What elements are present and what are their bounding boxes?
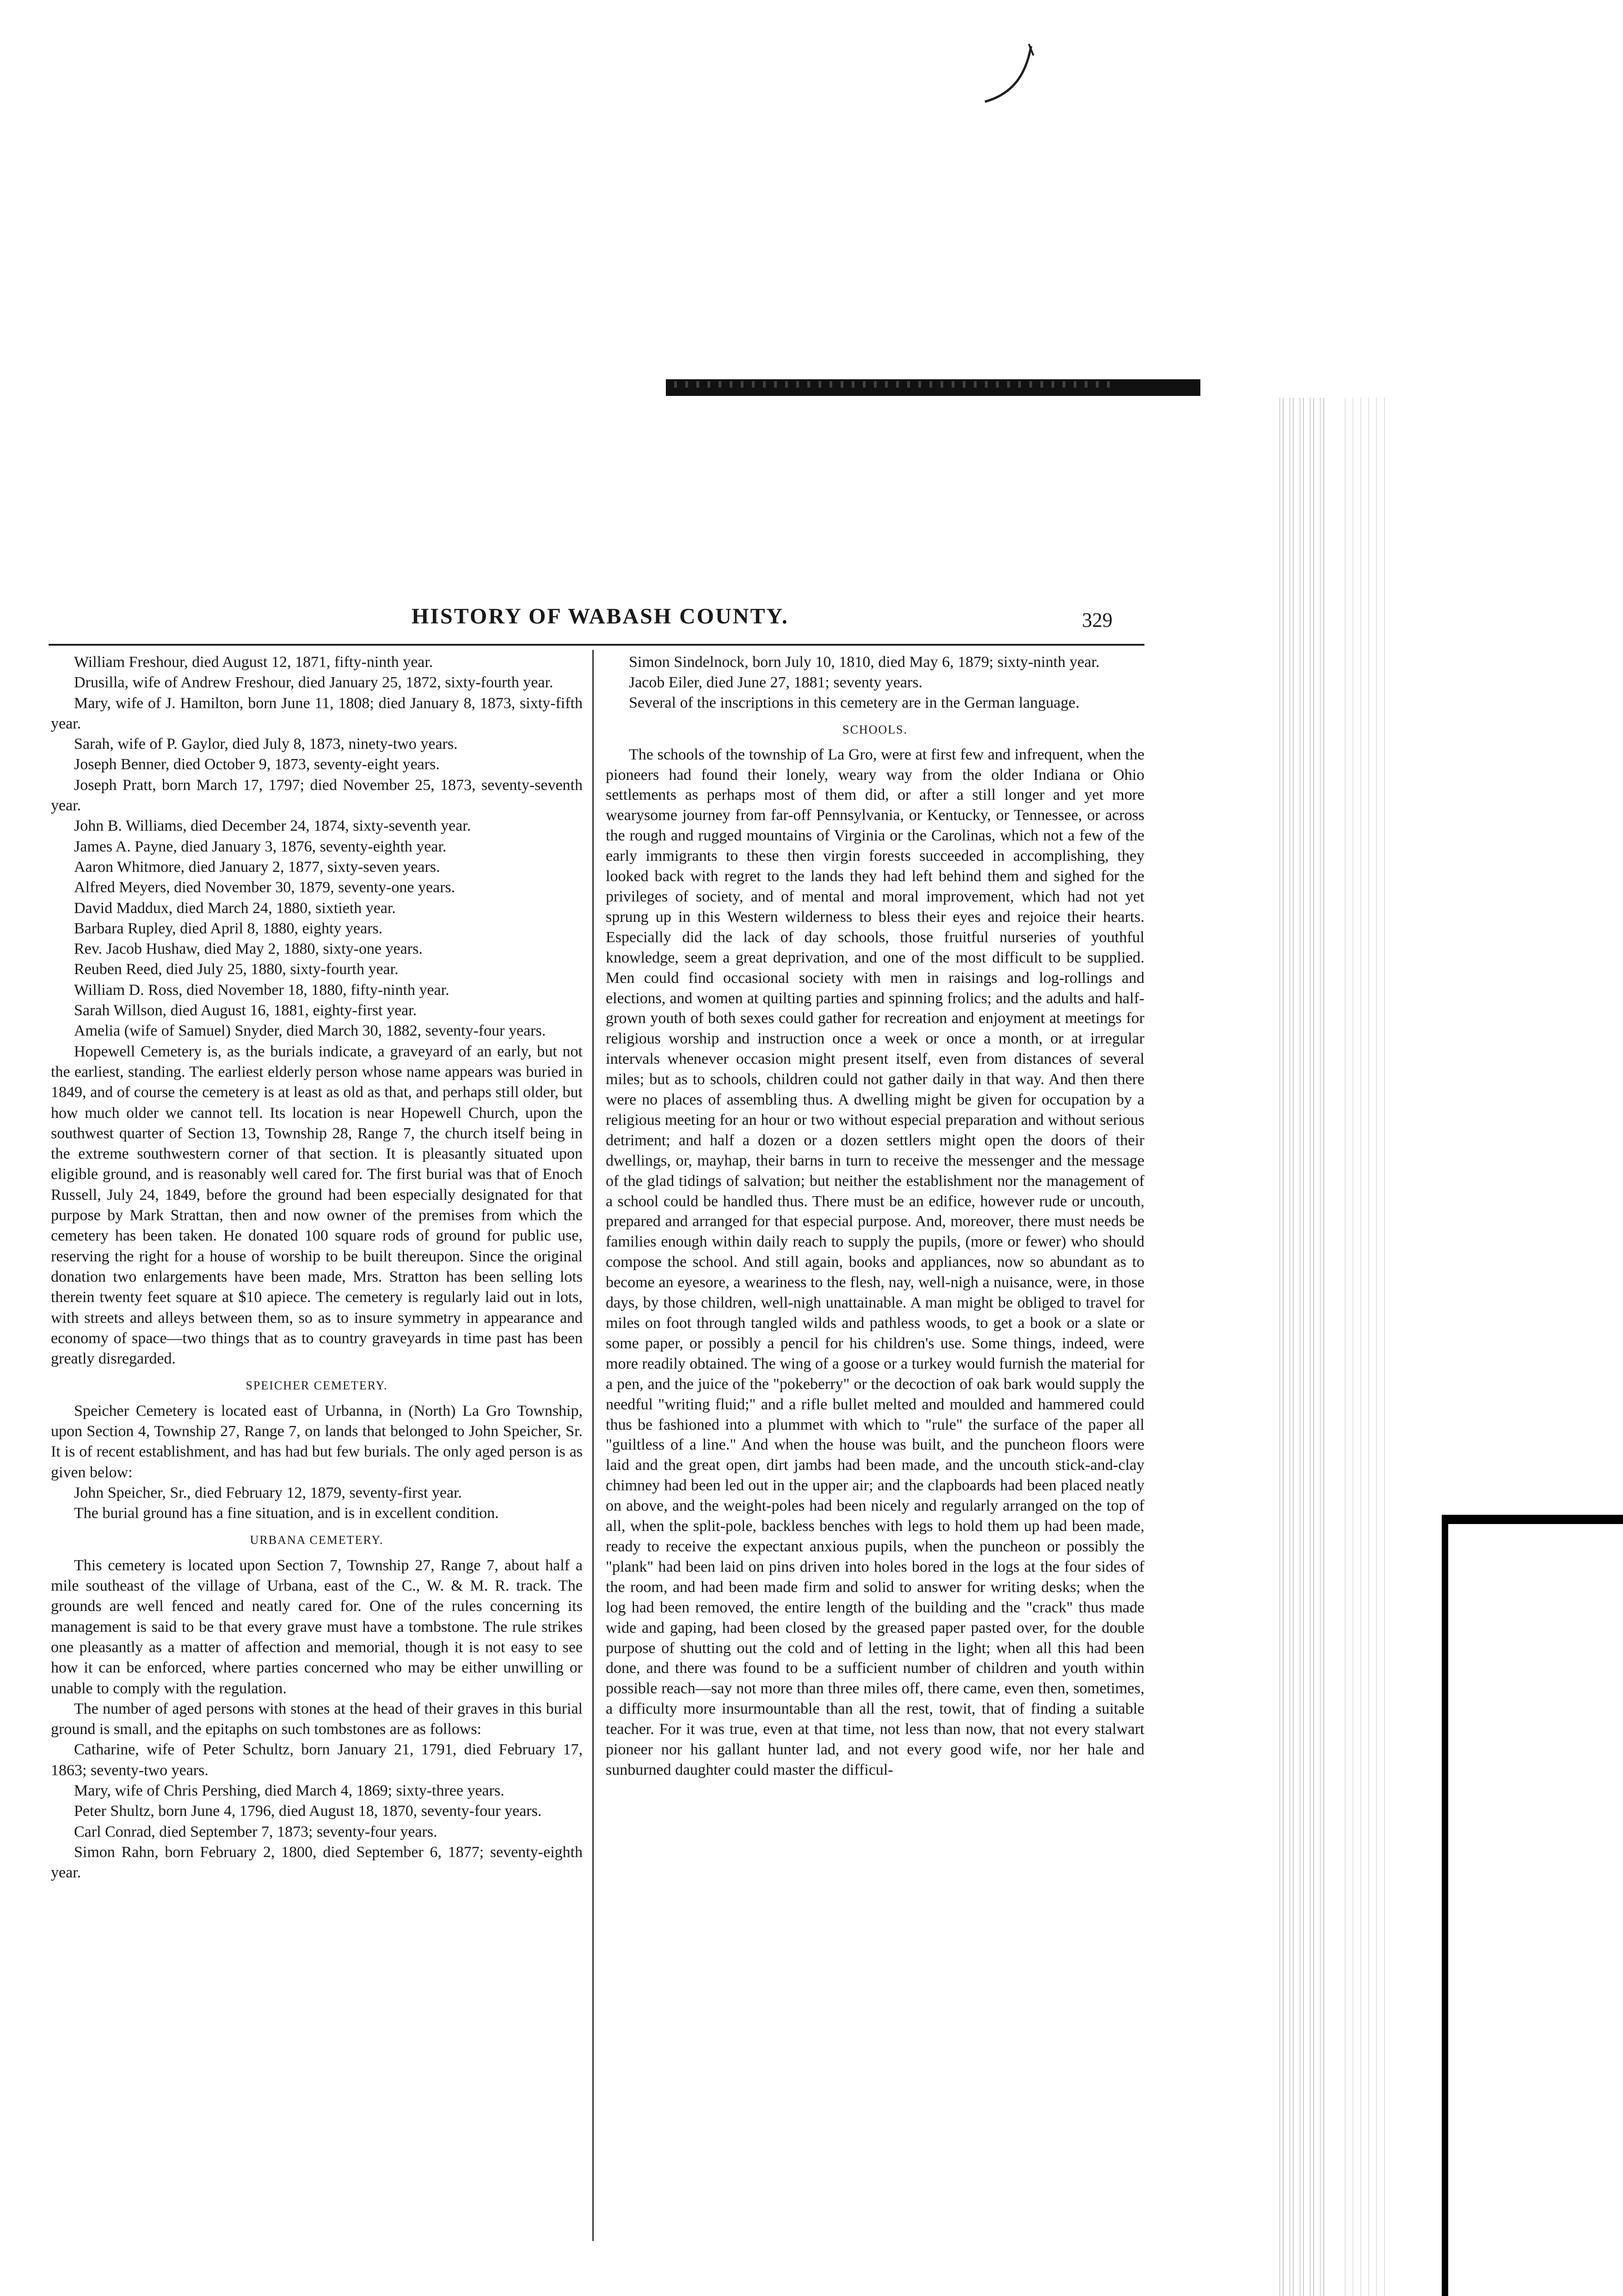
scan-noise-strip [1341, 398, 1392, 2296]
burial-entry: Peter Shultz, born June 4, 1796, died August 18, 1870, seventy-four years. [74, 1802, 542, 1820]
burial-entry: William Freshour, died August 12, 1871, fifty-ninth year. [74, 654, 433, 671]
burial-entry: Aaron Whitmore, died January 2, 1877, sixty-seven years. [74, 858, 440, 876]
schools-paragraph: The schools of the township of La Gro, were at first few and infrequent, when the pioneers had found their lonely, weary way from the older Indiana or Ohio settlements as perhaps most of them did, or after a still longer and yet more wearysome journey from far-off Pennsylvania, or Kentucky, or Tennessee, or across the rough and rugged mountains of Virginia or the Carolinas, which not a few of the early immigrants to these then virgin forests succeeded in accomplishing, they looked back with regret to the lands they had left behind them and sighed for the privileges of society, and of mental and moral improvement, which had not yet sprung up in this Western wilderness to bless their eyes and rejoice their hearts. Especially did the lack of day schools, those fruitful nurseries of youthful knowledge, seem a great deprivation, and one of the most difficult to be supplied. Men could find occasional society with men in raisings and log-rollings and elections, and women at quilting parties and spinning frolics; and the adults and half-grown youth of both sexes could gather for recreation and enjoyment at meetings for religious worship and instruction once a week or once a month, or at irregular intervals whenever occasion might present itself, even from distances of several miles; but as to schools, children could not gather daily in that way. And then there were no places of assembling thus. A dwelling might be given for occupation by a religious meeting for an hour or two without especial preparation and without serious detriment; and half a dozen or a dozen settlers might open the doors of their dwellings, or, mayhap, their barns in turn to receive the messenger and the message of the glad tidings of salvation; but neither the establishment nor the management of a school could be handled thus. There must be an edifice, however rude or uncouth, prepared and arranged for that especial purpose. And, moreover, there must needs be families enough within daily reach to supply the pupils, (more or fewer) who should compose the school. And still again, books and appliances, now so abundant as to become an eyesore, a weariness to the flesh, nay, well-nigh a nuisance, were, in those days, by those children, well-nigh unattainable. A man might be obliged to travel for miles on foot through tangled wilds and pathless woods, to get a book or a slate or some paper, or possibly a pencil for his children's use. Some things, indeed, were more readily obtained. The wing of a goose or a turkey would furnish the material for a pen, and the juice of the "pokeberry" or the decoction of oak bark would supply the needful "writing fluid;" and a rifle bullet melted and moulded and hammered could thus be fashioned into a plummet with which to "rule" the surface of the paper all "guiltless of a line." And when the house was built, and the puncheon floors were laid and the great open, dirt jambs had been made, and the uncouth stick-and-clay chimney had been led out in the upper air; and the clapboards had been placed neatly on above, and the weight-poles had been nicely and regularly arranged on the top of all, when the split-pole, backless benches with legs to hold them up had been made, ready to receive the expectant anxious pupils, when the puncheon or possibly the "plank" had been laid on pins driven into holes bored in the logs at the four sides of the room, and had been made firm and solid to answer for writing desks; when the log had been removed, the entire length of the building and the "crack" thus made wide and gaping, had been closed by the greased paper pasted over, for the double purpose of shutting out the cold and of letting in the light; when all this had been done, and there was found to be a sufficient number of children and youth within possible reach—say not more than three miles off, there came, even then, sometimes, a difficulty more insurmountable than all the rest, towit, that of finding a suitable teacher. For it was true, even at that time, not less than now, that not every stalwart pioneer nor his gallant hunter lad, and not every good wife, nor her hale and sunburned daughter could master the difficul- [606, 746, 1144, 1778]
burial-list [51, 652, 583, 1042]
burial-list [51, 1740, 583, 1883]
right-column [606, 652, 1144, 1780]
burial-entry: Simon Sindelnock, born July 10, 1810, died May 6, 1879; sixty-ninth year. [629, 654, 1100, 671]
burial-entry: Mary, wife of J. Hamilton, born June 11, 1808; died January 8, 1873, sixty-fifth year. [51, 694, 583, 732]
scan-noise-strip [1276, 398, 1327, 2296]
burial-entry: Reuben Reed, died July 25, 1880, sixty-fourth year. [74, 961, 399, 978]
burial-entry: James A. Payne, died January 3, 1876, seventy-eighth year. [74, 838, 447, 855]
burial-entry: David Maddux, died March 24, 1880, sixtieth year. [74, 899, 396, 917]
burial-entry: Sarah, wife of P. Gaylor, died July 8, 1873, ninety-two years. [74, 735, 458, 753]
hopewell-paragraph: Hopewell Cemetery is, as the burials indicate, a graveyard of an early, but not the earliest, standing. The earliest elderly person whose name appears was buried in 1849, and of course the cemetery is at least as old as that, and perhaps still older, but how much older we cannot tell. Its location is near Hopewell Church, upon the southwest quarter of Section 13, Township 28, Range 7, the church itself being in the extreme southwestern corner of that section. It is pleasantly situated upon eligible ground, and is reasonably well cared for. The first burial was that of Enoch Russell, July 24, 1849, before the ground had been especially designated for that purpose by Mark Strattan, then and now owner of the premises from which the cemetery has been taken. He donated 100 square rods of ground for public use, reserving the right for a house of worship to be built thereupon. Since the original donation two enlargements have been made, Mrs. Stratton has been selling lots therein twenty feet square at $10 apiece. The cemetery is regularly laid out in lots, with streets and alleys between them, so as to insure symmetry in appearance and economy of space—two things that as to country graveyards in time past has been greatly disregarded. [51, 1043, 583, 1368]
section-heading-urbana: URBANA CEMETERY. [250, 1533, 384, 1547]
burial-entry: Jacob Eiler, died June 27, 1881; seventy years. [629, 673, 923, 691]
burial-entry: Simon Rahn, born February 2, 1800, died September 6, 1877; seventy-eighth year. [51, 1843, 583, 1882]
urbana-paragraph: This cemetery is located upon Section 7, Township 27, Range 7, about half a mile southeast of the village of Urbana, east of the C., W. & M. R. track. The grounds are well fenced and neatly cared for. One of the rules concerning its management is said to be that every grave must have a tombstone. The rule strikes one pleasantly as a matter of affection and memorial, though it is not easy to see how it can be enforced, where parties concerned who may be either unwilling or unable to comply with the regulation. [51, 1556, 583, 1697]
section-heading-schools: SCHOOLS. [842, 722, 908, 736]
burial-entry: Amelia (wife of Samuel) Snyder, died March 30, 1882, seventy-four years. [74, 1022, 546, 1040]
burial-entry: William D. Ross, died November 18, 1880, fifty-ninth year. [74, 981, 449, 999]
burial-entry: John Speicher, Sr., died February 12, 1879, seventy-first year. [74, 1484, 462, 1501]
burial-entry: Joseph Pratt, born March 17, 1797; died November 25, 1873, seventy-seventh year. [51, 776, 583, 815]
scan-edge-bracket [1442, 1515, 1448, 2296]
urbana-paragraph: The number of aged persons with stones at the head of their graves in this burial ground is small, and the epitaphs on such tombstones are as follows: [51, 1700, 583, 1738]
pen-mark [980, 42, 1036, 111]
running-head: HISTORY OF WABASH COUNTY. [412, 604, 789, 629]
scan-edge-bracket [1442, 1515, 1623, 1524]
burial-entry: John B. Williams, died December 24, 1874, sixty-seventh year. [74, 817, 471, 835]
burial-entry: Rev. Jacob Hushaw, died May 2, 1880, sixty-one years. [74, 940, 423, 958]
burial-entry: Alfred Meyers, died November 30, 1879, seventy-one years. [74, 879, 455, 896]
burial-entry: Joseph Benner, died October 9, 1873, seventy-eight years. [74, 756, 440, 773]
speicher-paragraph: Speicher Cemetery is located east of Urbanna, in (North) La Gro Township, upon Section 4, Township 27, Range 7, on lands that belonged to John Speicher, Sr. It is of recent establishment, and has had but few burials. The only aged person is as given below: [51, 1402, 583, 1481]
burial-entry: Catharine, wife of Peter Schultz, born January 21, 1791, died February 17, 1863; seventy-two years. [51, 1741, 583, 1779]
left-column [51, 652, 583, 1883]
section-heading-speicher: SPEICHER CEMETERY. [246, 1379, 388, 1393]
column-rule [592, 650, 594, 2241]
german-note: Several of the inscriptions in this cemetery are in the German language. [629, 694, 1080, 711]
page-number: 329 [1082, 609, 1113, 631]
burial-entry: Carl Conrad, died September 7, 1873; seventy-four years. [74, 1823, 437, 1840]
burial-entry: Sarah Willson, died August 16, 1881, eighty-first year. [74, 1002, 417, 1019]
header-rule [49, 644, 1144, 646]
burial-entry: Drusilla, wife of Andrew Freshour, died January 25, 1872, sixty-fourth year. [74, 674, 553, 691]
page-header [42, 604, 1147, 641]
scan-edge-bar [666, 379, 1200, 396]
speicher-paragraph: The burial ground has a fine situation, and is in excellent condition. [74, 1505, 499, 1522]
burial-entry: Mary, wife of Chris Pershing, died March 4, 1869; sixty-three years. [74, 1782, 504, 1800]
burial-entry: Barbara Rupley, died April 8, 1880, eighty years. [74, 920, 383, 937]
